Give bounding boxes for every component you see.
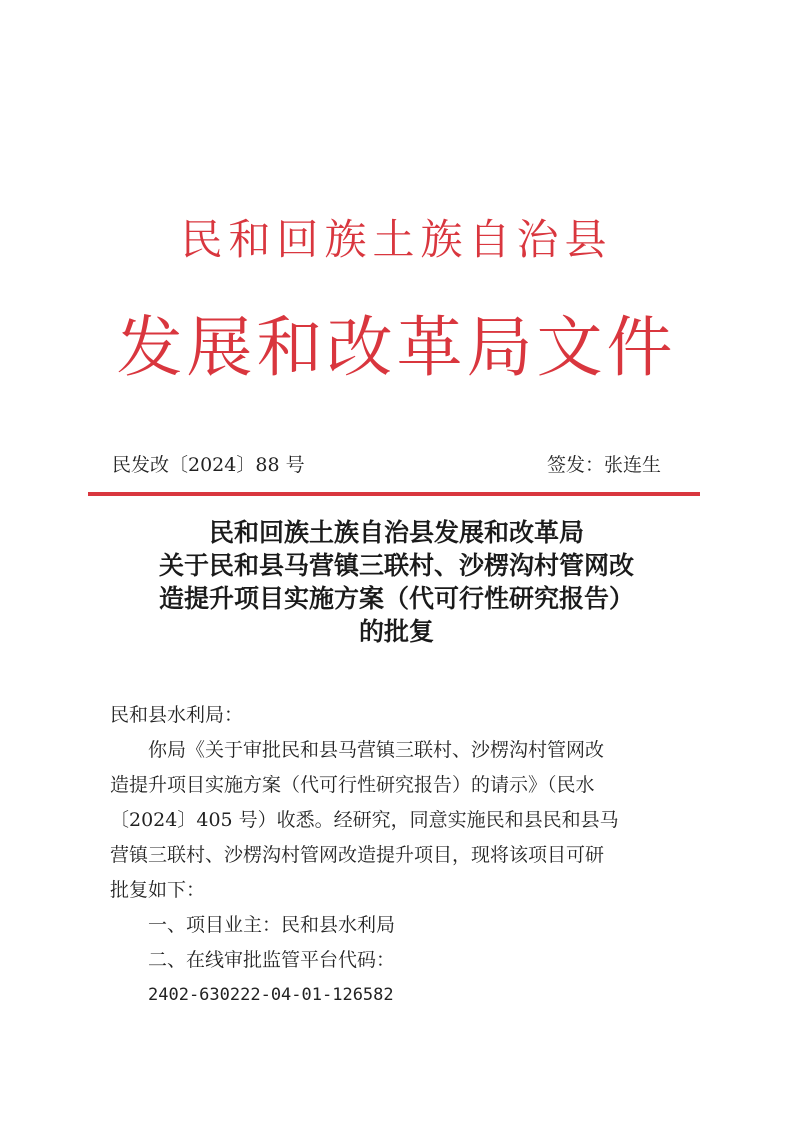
signer: 签发：张连生 [546, 454, 661, 476]
platform-code: 2402-630222-04-01-126582 [148, 985, 394, 1005]
title-line: 的批复 [358, 617, 434, 646]
body-line: 你局《关于审批民和县马营镇三联村、沙楞沟村管网改 [148, 739, 605, 761]
body-line: 批复如下： [110, 879, 206, 901]
document-number: 民发改〔2024〕88 号 [112, 454, 305, 476]
addressee: 民和县水利局： [110, 704, 244, 726]
body-line: 营镇三联村、沙楞沟村管网改造提升项目，现将该项目可研 [110, 844, 605, 866]
body-line: 造提升项目实施方案（代可行性研究报告）的请示》（民水 [110, 774, 595, 796]
title-line: 关于民和县马营镇三联村、沙楞沟村管网改 [158, 551, 634, 580]
issuer-name: 民和回族土族自治县 [180, 215, 613, 264]
body-line: 〔2024〕405 号）收悉。经研究，同意实施民和县民和县马 [110, 809, 619, 831]
item-platform-code-label: 二、在线审批监管平台代码： [148, 949, 396, 971]
document-title [90, 516, 703, 648]
document-type-heading: 发展和改革局文件 [116, 309, 677, 386]
document-body [110, 698, 690, 1013]
red-divider-line [88, 492, 700, 496]
title-line: 民和回族土族自治县发展和改革局 [208, 518, 584, 547]
title-line: 造提升项目实施方案（代可行性研究报告） [158, 584, 634, 613]
item-project-owner: 一、项目业主：民和县水利局 [148, 914, 396, 936]
